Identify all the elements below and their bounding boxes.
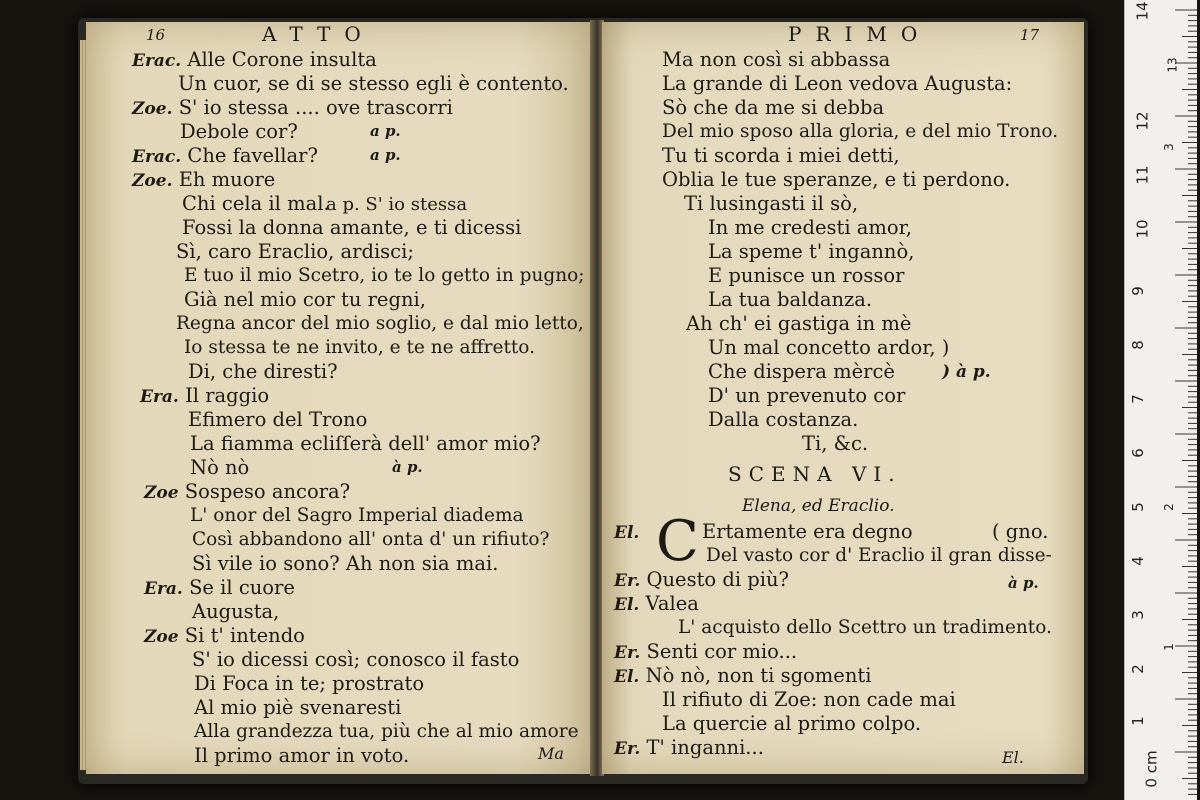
- text-line: Oblia le tue speranze, e ti perdono.: [662, 168, 1011, 191]
- dialogue-line: [706, 544, 1052, 567]
- ruler-label: 12: [1133, 111, 1152, 131]
- text-line: In me credesti amor,: [708, 216, 913, 239]
- dialogue-line: [702, 520, 913, 543]
- line-text: Si t' intendo: [184, 624, 305, 647]
- text-line: [188, 360, 338, 383]
- speaker-label: Zoe: [144, 627, 179, 647]
- text-line: [192, 552, 498, 575]
- text-line: [144, 480, 350, 505]
- text-line: [184, 264, 585, 287]
- text-line: Sò che da me si debba: [662, 96, 885, 119]
- text-line: La tua baldanza.: [708, 288, 873, 311]
- text-line: Che dispera mèrcè: [708, 360, 895, 383]
- line-text: Fossi la donna amante, e ti dicessi: [182, 216, 522, 239]
- line-text: Sì, caro Eraclio, ardisci;: [176, 240, 414, 263]
- line-text: Il raggio: [185, 384, 270, 407]
- text-line: [132, 144, 318, 169]
- speaker-label: Zoe.: [132, 99, 173, 119]
- ruler-label: 1: [1128, 716, 1147, 726]
- line-text: Al mio piè svenaresti: [194, 696, 402, 719]
- ruler-minor-label: 3: [1161, 143, 1176, 151]
- line-text: L' acquisto dello Scettro un tradimento.: [678, 617, 1052, 638]
- right-page: [602, 22, 1084, 774]
- speaker-label: Era.: [144, 579, 183, 599]
- line-text: Valea: [645, 592, 699, 615]
- text-line: [178, 72, 569, 95]
- text-line: [182, 216, 521, 239]
- speaker-label: Er.: [614, 571, 641, 591]
- left-page: [86, 22, 592, 774]
- line-text: Nò nò, non ti sgomenti: [645, 664, 872, 687]
- text-line: Ah ch' ei gastiga in mè: [686, 312, 912, 335]
- drop-cap: C: [656, 509, 699, 574]
- text-line: [144, 624, 305, 649]
- line-text: La quercie al primo colpo.: [662, 712, 922, 735]
- text-line: D' un prevenuto cor: [708, 384, 906, 407]
- line-text: Sospeso ancora?: [184, 480, 351, 503]
- catchword: Ma: [538, 744, 564, 763]
- line-text: La fiamma ecliſſerà dell' amor mio?: [190, 432, 541, 455]
- text-line: Ti lusingasti il sò,: [684, 192, 859, 215]
- line-text: Già nel mio cor tu regni,: [184, 288, 426, 311]
- text-line: [190, 432, 541, 455]
- measurement-ruler: [1124, 0, 1197, 800]
- scene-characters: Elena, ed Eraclio.: [742, 496, 895, 516]
- line-text: Io stessa te ne invito, e te ne affretto.: [184, 337, 536, 358]
- aside-marker: a p. S' io stessa: [326, 194, 468, 215]
- text-line: E punisce un rossor: [708, 264, 905, 287]
- line-text: Nò nò: [190, 456, 250, 479]
- line-text: Chi cela il mal.: [182, 192, 330, 215]
- line-text: Alla grandezza tua, più che al mio amore: [194, 721, 579, 742]
- dialogue-line: [614, 592, 699, 617]
- text-line: [184, 336, 535, 359]
- aside-marker: a p.: [370, 122, 401, 140]
- right-page-header: PRIMO: [788, 22, 932, 46]
- text-line: [194, 720, 579, 743]
- text-line: La grande di Leon vedova Augusta:: [662, 72, 1013, 95]
- ruler-label: 6: [1128, 448, 1147, 458]
- ruler-label: 8: [1128, 340, 1147, 350]
- speaker-label: Er.: [614, 643, 641, 663]
- text-line: [192, 648, 519, 671]
- ruler-label: 11: [1133, 165, 1152, 185]
- text-line: [188, 408, 367, 431]
- line-text: Di Foca in te; prostrato: [194, 672, 425, 695]
- dialogue-line: [614, 520, 639, 545]
- aside-marker: ) à p.: [942, 362, 991, 382]
- speaker-label: Erac.: [132, 147, 182, 167]
- dialogue-line: [614, 568, 789, 593]
- text-line: [140, 384, 269, 409]
- speaker-label: El.: [614, 523, 640, 543]
- text-line: [132, 48, 377, 73]
- left-page-number: 16: [146, 26, 166, 44]
- ruler-minor-label: 2: [1161, 503, 1176, 511]
- line-text: Efimero del Trono: [188, 408, 368, 431]
- ruler-label: 5: [1128, 502, 1147, 512]
- ruler-label: 3: [1128, 610, 1147, 620]
- line-text: Un cuor, se di se stesso egli è contento.: [178, 72, 569, 95]
- catchword: El.: [1002, 748, 1024, 767]
- text-line: [194, 672, 424, 695]
- line-text: Eh muore: [178, 168, 276, 191]
- ruler-minor-label: 1: [1161, 643, 1176, 651]
- line-text: E tuo il mio Scetro, io te lo getto in pugno;: [184, 265, 585, 286]
- speaker-label: Zoe: [144, 483, 179, 503]
- line-text: Questo di più?: [646, 568, 790, 591]
- ruler-label: 10: [1133, 219, 1152, 239]
- dialogue-line: [662, 712, 921, 735]
- text-line: Dalla costanza.: [708, 408, 859, 431]
- text-line: Ti, &c.: [802, 432, 869, 455]
- left-page-header: ATTO: [262, 22, 375, 46]
- scene-title: SCENA VI.: [728, 462, 902, 486]
- text-line: Ma non così si abbassa: [662, 48, 891, 71]
- text-line: [194, 696, 401, 719]
- text-line: [192, 600, 279, 623]
- line-text: T' inganni...: [646, 736, 764, 759]
- line-text: Ertamente era degno: [702, 520, 913, 543]
- text-line: [192, 528, 549, 551]
- text-line: [176, 312, 584, 335]
- line-text: S' io stessa .... ove trascorri: [178, 96, 453, 119]
- line-text: Debole cor?: [180, 120, 298, 143]
- line-text: Sì vile io sono? Ah non sia mai.: [192, 552, 499, 575]
- ruler-label: 13: [1165, 57, 1180, 73]
- aside-marker: à p.: [392, 458, 423, 476]
- speaker-label: El.: [614, 595, 640, 615]
- ruler-label: 14: [1133, 1, 1152, 21]
- line-text: Alle Corone insulta: [187, 48, 377, 71]
- line-text: L' onor del Sagro Imperial diadema: [190, 505, 524, 526]
- speaker-label: Zoe.: [132, 171, 173, 191]
- line-text: Così abbandono all' onta d' un rifiuto?: [192, 529, 550, 550]
- line-text: Il primo amor in voto.: [194, 744, 410, 767]
- ruler-label: 0 cm: [1142, 750, 1161, 788]
- aside-marker: à p.: [1008, 574, 1039, 592]
- right-page-number: 17: [1020, 26, 1040, 44]
- dialogue-line: [678, 616, 1052, 639]
- line-text: Regna ancor del mio soglio, e dal mio letto,: [176, 313, 584, 334]
- line-text: Il rifiuto di Zoe: non cade mai: [662, 688, 956, 711]
- text-line: Del mio sposo alla gloria, e del mio Trono.: [662, 121, 1059, 142]
- line-text: Che favellar?: [187, 144, 318, 167]
- text-line: [180, 120, 298, 143]
- aside-marker: a p.: [370, 146, 401, 164]
- text-line: [184, 288, 426, 311]
- dialogue-line: [614, 664, 871, 689]
- speaker-label: Era.: [140, 387, 179, 407]
- dialogue-line: [662, 688, 956, 711]
- ruler-label: 7: [1128, 394, 1147, 404]
- text-line: Tu ti scorda i miei detti,: [662, 144, 900, 167]
- dialogue-tail: ( gno.: [992, 520, 1049, 543]
- speaker-label: Erac.: [132, 51, 182, 71]
- line-text: Di, che diresti?: [188, 360, 338, 383]
- ruler-label: 4: [1128, 556, 1147, 566]
- line-text: Senti cor mio...: [646, 640, 798, 663]
- text-line: [132, 168, 275, 193]
- text-line: Un mal concetto ardor, ): [708, 336, 950, 359]
- ruler-label: 2: [1128, 664, 1147, 674]
- speaker-label: Er.: [614, 739, 641, 759]
- text-line: La speme t' ingannò,: [708, 240, 915, 263]
- line-text: Se il cuore: [189, 576, 295, 599]
- dialogue-line: [614, 640, 797, 665]
- text-line: [194, 744, 409, 767]
- line-text: Del vasto cor d' Eraclio il gran disse-: [706, 545, 1052, 566]
- dialogue-line: [614, 736, 764, 761]
- text-line: [176, 240, 414, 263]
- text-line: [144, 576, 295, 601]
- text-line: [182, 192, 330, 215]
- line-text: Augusta,: [192, 600, 280, 623]
- text-line: [190, 456, 249, 479]
- ruler-label: 9: [1128, 286, 1147, 296]
- speaker-label: El.: [614, 667, 640, 687]
- text-line: [132, 96, 453, 121]
- line-text: S' io dicessi così; conosco il fasto: [192, 648, 520, 671]
- text-line: [190, 504, 524, 527]
